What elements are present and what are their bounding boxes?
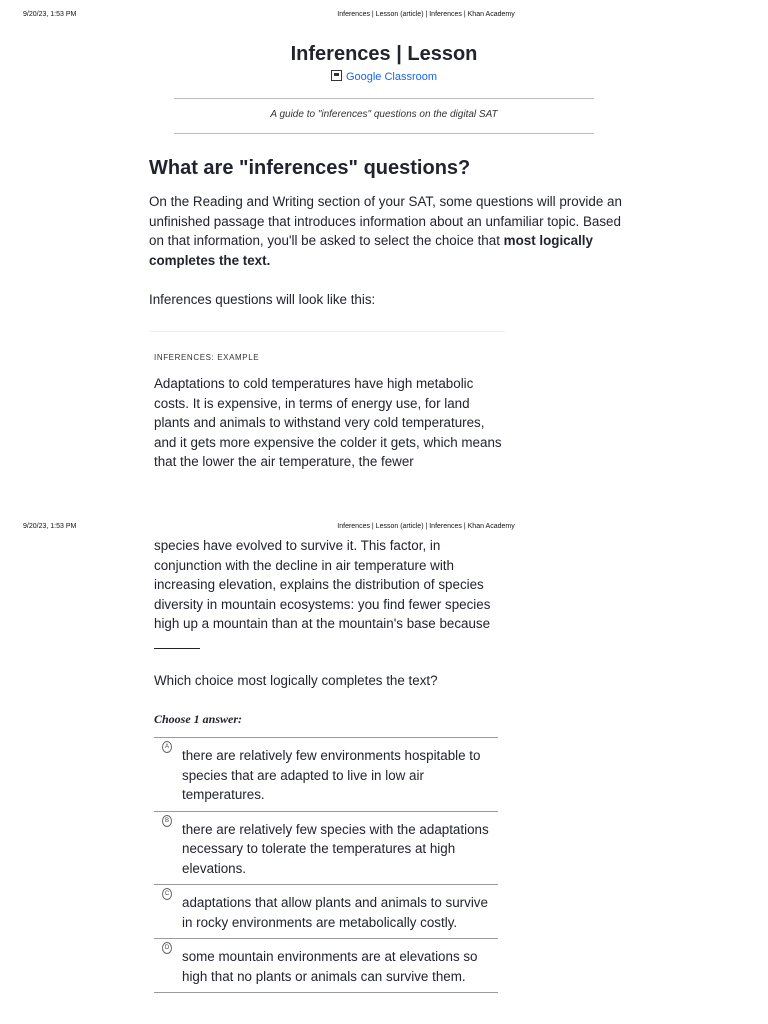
choice-d-radio-icon[interactable]: D [162, 942, 172, 954]
print-header-page2 [0, 523, 768, 537]
google-classroom-label: Google Classroom [345, 71, 438, 83]
intro-bold-text: most logically completes the text. [149, 233, 593, 268]
google-classroom-icon [331, 70, 342, 81]
choice-b-radio-icon[interactable]: B [162, 815, 172, 827]
intro-paragraph [149, 192, 629, 270]
subtitle-top-rule [174, 98, 594, 99]
print-title: Inferences | Lesson (article) | Inferences | Khan Academy [337, 11, 515, 18]
google-classroom-link[interactable] [0, 70, 768, 83]
subtitle-bottom-rule [174, 133, 594, 134]
example-label: INFERENCES: EXAMPLE [154, 353, 260, 362]
passage-page1: Adaptations to cold temperatures have high metabolic costs. It is expensive, in terms of energy use, for land plants and animals to withstand very cold temperatures, and it gets more expensive the colder it gets, which means that the lower the air temperature, the fewer [154, 376, 502, 469]
answer-choices [154, 737, 498, 993]
lesson-title: Inferences | Lesson [290, 43, 478, 65]
choice-b-text: there are relatively few species with the adaptations necessary to tolerate the temperatures at high elevations. [182, 821, 489, 876]
print-date: 9/20/23, 1:53 PM [23, 523, 77, 530]
choice-c-text: adaptations that allow plants and animals to survive in rocky environments are metabolically costly. [182, 895, 488, 930]
answer-blank [154, 648, 200, 649]
choice-c[interactable] [154, 885, 498, 939]
example-card-divider [149, 331, 505, 332]
choice-d[interactable] [154, 939, 498, 993]
choice-a[interactable] [154, 738, 498, 812]
choice-a-text: there are relatively few environments hospitable to species that are adapted to live in low air temperatures. [182, 748, 481, 802]
choice-a-radio-icon[interactable]: A [162, 741, 172, 753]
choice-c-radio-icon[interactable]: C [162, 888, 172, 900]
print-header [0, 11, 768, 25]
choose-label: Choose 1 answer: [154, 712, 243, 726]
choice-d-text: some mountain environments are at elevations so high that no plants or animals can survive them. [182, 949, 478, 984]
section-heading: What are "inferences" questions? [149, 157, 471, 179]
intro-text: On the Reading and Writing section of your SAT, some questions will provide an unfinished passage that introduces information about an unfamiliar topic. Based on that information, you'll be asked to select the choice that [149, 194, 622, 248]
question-prompt: Which choice most logically completes the text? [154, 673, 438, 688]
print-date: 9/20/23, 1:53 PM [23, 11, 77, 18]
print-title: Inferences | Lesson (article) | Inferences | Khan Academy [337, 523, 515, 530]
lesson-subtitle: A guide to "inferences" questions on the digital SAT [270, 109, 498, 120]
passage-page2: species have evolved to survive it. This factor, in conjunction with the decline in air temperature with increasing elevation, explains the distribution of species diversity in mountain ecosystems: you find fewer species high up a mountain than at the mountain's base because [154, 538, 491, 631]
choice-b[interactable] [154, 812, 498, 886]
example-lead: Inferences questions will look like this: [149, 292, 376, 307]
